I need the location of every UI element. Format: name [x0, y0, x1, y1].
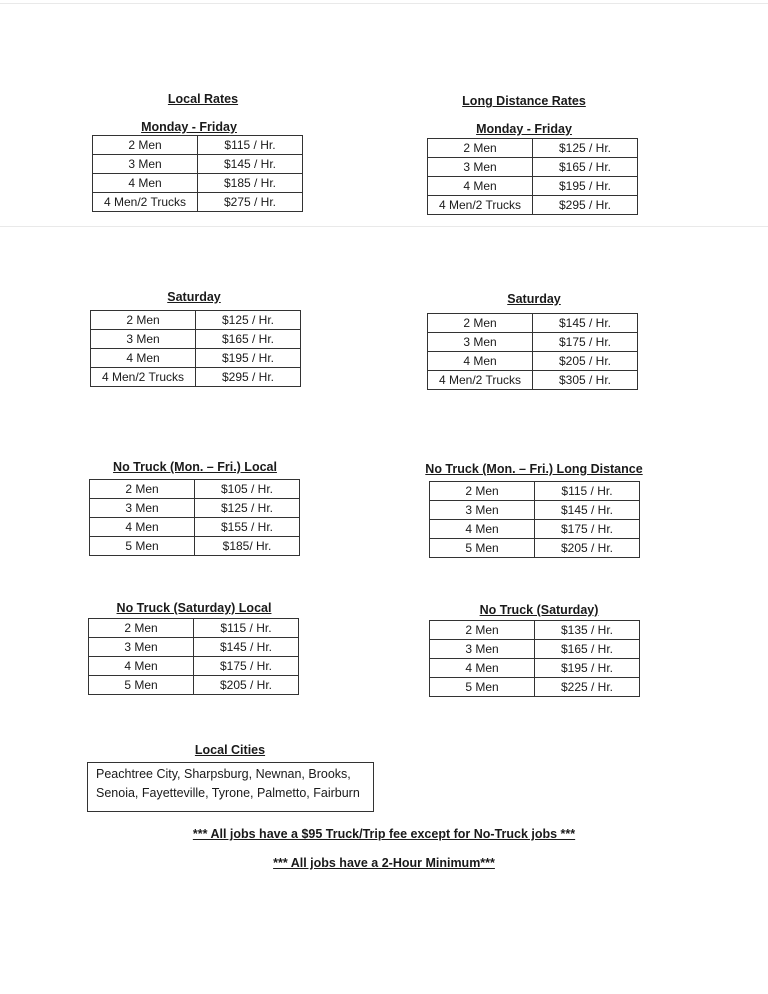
- table-row: [93, 193, 303, 212]
- rate-cell: $295 / Hr.: [533, 196, 638, 215]
- crew-cell: 4 Men: [430, 659, 535, 678]
- table-row: [91, 368, 301, 387]
- long-distance-rates-heading: Long Distance Rates: [462, 94, 586, 108]
- local-cities-line-2: Senoia, Fayetteville, Tyrone, Palmetto, Fairburn: [96, 786, 360, 800]
- table-row: [90, 518, 300, 537]
- rate-cell: $135 / Hr.: [535, 621, 640, 640]
- rate-cell: $145 / Hr.: [198, 155, 303, 174]
- table-row: [91, 311, 301, 330]
- no-truck-weekday-local-heading: No Truck (Mon. – Fri.) Local: [113, 460, 277, 474]
- crew-cell: 4 Men/2 Trucks: [93, 193, 198, 212]
- table-row: [93, 136, 303, 155]
- local-saturday-heading: Saturday: [167, 290, 221, 304]
- crew-cell: 2 Men: [430, 482, 535, 501]
- rate-cell: $145 / Hr.: [533, 314, 638, 333]
- crew-cell: 3 Men: [89, 638, 194, 657]
- crew-cell: 3 Men: [91, 330, 196, 349]
- table-row: [89, 676, 299, 695]
- table-row: [90, 480, 300, 499]
- rate-cell: $205 / Hr.: [194, 676, 299, 695]
- crew-cell: 3 Men: [90, 499, 195, 518]
- rate-cell: $195 / Hr.: [196, 349, 301, 368]
- local-cities-line-1: Peachtree City, Sharpsburg, Newnan, Brooks,: [96, 767, 351, 781]
- local-weekday-subheading: Monday - Friday: [141, 120, 237, 134]
- table-row: [428, 177, 638, 196]
- table-row: [430, 482, 640, 501]
- rate-cell: $305 / Hr.: [533, 371, 638, 390]
- table-row: [428, 371, 638, 390]
- crew-cell: 4 Men: [430, 520, 535, 539]
- long-distance-weekday-rate-table: [427, 138, 638, 215]
- rate-cell: $275 / Hr.: [198, 193, 303, 212]
- table-row: [93, 174, 303, 193]
- rate-cell: $105 / Hr.: [195, 480, 300, 499]
- table-row: [89, 657, 299, 676]
- crew-cell: 3 Men: [430, 501, 535, 520]
- crew-cell: 4 Men: [90, 518, 195, 537]
- table-row: [428, 333, 638, 352]
- table-row: [89, 619, 299, 638]
- scan-line-top: [0, 3, 768, 4]
- crew-cell: 4 Men: [428, 177, 533, 196]
- long-distance-saturday-heading: Saturday: [507, 292, 561, 306]
- rate-cell: $185 / Hr.: [198, 174, 303, 193]
- no-truck-saturday-heading: No Truck (Saturday): [479, 603, 599, 617]
- table-row: [91, 330, 301, 349]
- crew-cell: 3 Men: [428, 333, 533, 352]
- table-row: [90, 537, 300, 556]
- crew-cell: 4 Men/2 Trucks: [91, 368, 196, 387]
- crew-cell: 5 Men: [90, 537, 195, 556]
- crew-cell: 4 Men: [91, 349, 196, 368]
- rate-cell: $185/ Hr.: [195, 537, 300, 556]
- crew-cell: 4 Men/2 Trucks: [428, 371, 533, 390]
- rate-cell: $195 / Hr.: [533, 177, 638, 196]
- crew-cell: 4 Men: [93, 174, 198, 193]
- rate-cell: $225 / Hr.: [535, 678, 640, 697]
- table-row: [430, 678, 640, 697]
- rate-cell: $115 / Hr.: [198, 136, 303, 155]
- crew-cell: 4 Men: [89, 657, 194, 676]
- table-row: [428, 196, 638, 215]
- table-row: [428, 352, 638, 371]
- table-row: [91, 349, 301, 368]
- crew-cell: 2 Men: [93, 136, 198, 155]
- crew-cell: 4 Men/2 Trucks: [428, 196, 533, 215]
- crew-cell: 5 Men: [430, 539, 535, 558]
- local-weekday-rate-table: [92, 135, 303, 212]
- rate-cell: $125 / Hr.: [533, 139, 638, 158]
- rate-cell: $175 / Hr.: [535, 520, 640, 539]
- rate-cell: $165 / Hr.: [196, 330, 301, 349]
- no-truck-weekday-long-distance-heading: No Truck (Mon. – Fri.) Long Distance: [425, 462, 643, 476]
- rate-cell: $115 / Hr.: [194, 619, 299, 638]
- local-cities-heading: Local Cities: [194, 743, 266, 757]
- no-truck-saturday-local-heading: No Truck (Saturday) Local: [116, 601, 272, 615]
- rate-cell: $195 / Hr.: [535, 659, 640, 678]
- table-row: [430, 501, 640, 520]
- table-row: [93, 155, 303, 174]
- table-row: [430, 640, 640, 659]
- table-row: [428, 314, 638, 333]
- rate-cell: $175 / Hr.: [533, 333, 638, 352]
- crew-cell: 2 Men: [89, 619, 194, 638]
- crew-cell: 2 Men: [428, 314, 533, 333]
- crew-cell: 3 Men: [93, 155, 198, 174]
- table-row: [430, 659, 640, 678]
- crew-cell: 3 Men: [428, 158, 533, 177]
- crew-cell: 2 Men: [90, 480, 195, 499]
- crew-cell: 3 Men: [430, 640, 535, 659]
- no-truck-saturday-local-rate-table: [88, 618, 299, 695]
- no-truck-weekday-local-rate-table: [89, 479, 300, 556]
- rate-cell: $125 / Hr.: [195, 499, 300, 518]
- crew-cell: 5 Men: [430, 678, 535, 697]
- crew-cell: 2 Men: [428, 139, 533, 158]
- rate-cell: $175 / Hr.: [194, 657, 299, 676]
- table-row: [430, 539, 640, 558]
- crew-cell: 2 Men: [91, 311, 196, 330]
- rate-cell: $115 / Hr.: [535, 482, 640, 501]
- local-rates-heading: Local Rates: [167, 92, 239, 106]
- rate-cell: $295 / Hr.: [196, 368, 301, 387]
- long-distance-weekday-subheading: Monday - Friday: [476, 122, 572, 136]
- no-truck-weekday-long-distance-rate-table: [429, 481, 640, 558]
- local-cities-box: [87, 762, 374, 812]
- table-row: [430, 520, 640, 539]
- table-row: [428, 139, 638, 158]
- scan-line-mid: [0, 226, 768, 227]
- rate-cell: $125 / Hr.: [196, 311, 301, 330]
- truck-fee-note: *** All jobs have a $95 Truck/Trip fee except for No-Truck jobs ***: [192, 827, 576, 841]
- rate-cell: $165 / Hr.: [533, 158, 638, 177]
- table-row: [430, 621, 640, 640]
- crew-cell: 4 Men: [428, 352, 533, 371]
- rate-cell: $205 / Hr.: [533, 352, 638, 371]
- crew-cell: 2 Men: [430, 621, 535, 640]
- minimum-hours-note: *** All jobs have a 2-Hour Minimum***: [273, 856, 495, 870]
- crew-cell: 5 Men: [89, 676, 194, 695]
- rate-cell: $205 / Hr.: [535, 539, 640, 558]
- long-distance-saturday-rate-table: [427, 313, 638, 390]
- table-row: [428, 158, 638, 177]
- rate-cell: $145 / Hr.: [194, 638, 299, 657]
- rate-cell: $165 / Hr.: [535, 640, 640, 659]
- table-row: [90, 499, 300, 518]
- rate-cell: $155 / Hr.: [195, 518, 300, 537]
- table-row: [89, 638, 299, 657]
- rate-cell: $145 / Hr.: [535, 501, 640, 520]
- local-saturday-rate-table: [90, 310, 301, 387]
- no-truck-saturday-rate-table: [429, 620, 640, 697]
